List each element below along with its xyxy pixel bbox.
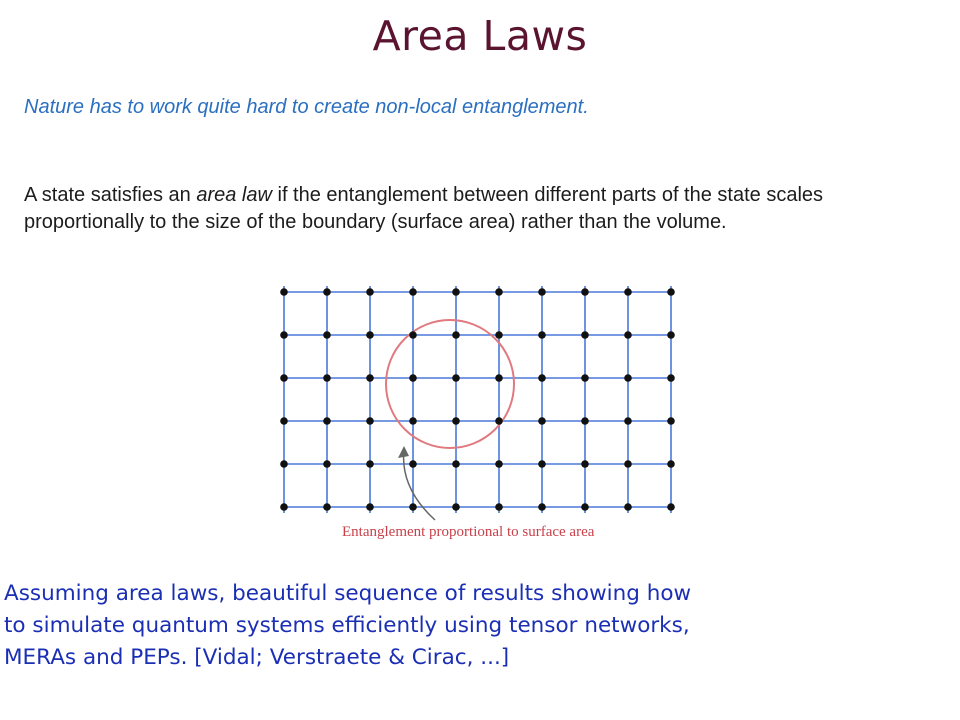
lattice-node [366, 331, 374, 339]
summary-paragraph [4, 578, 954, 674]
lattice-node [280, 417, 288, 425]
lattice-node [495, 417, 503, 425]
summary-line-3-text: MERAs and PEPs. [4, 645, 195, 670]
lattice-node [452, 460, 460, 468]
lattice-node [409, 417, 417, 425]
citation-text: [Vidal; Verstraete & Cirac, ...] [194, 645, 510, 670]
lattice-node [280, 460, 288, 468]
lattice-node [280, 503, 288, 511]
lattice-node [624, 331, 632, 339]
lattice-node [538, 288, 546, 296]
lattice-node [495, 503, 503, 511]
slide-title: Area Laws [372, 12, 588, 60]
summary-line-2: to simulate quantum systems efficiently using tensor networks, [4, 613, 690, 638]
lattice-node [366, 460, 374, 468]
lattice-node [452, 503, 460, 511]
lattice-node [581, 503, 589, 511]
lattice-node [581, 331, 589, 339]
lattice-node [624, 460, 632, 468]
lattice-node [667, 417, 675, 425]
lattice-node [409, 503, 417, 511]
lattice-node [366, 417, 374, 425]
definition-part-2: if the entanglement between different parts of the state scales proportionally to the size of the boundary (surface area) rather than the volume. [24, 184, 824, 233]
lattice-node [667, 374, 675, 382]
lattice-node [667, 288, 675, 296]
lattice-node [624, 288, 632, 296]
lattice-nodes [280, 288, 675, 511]
lattice-node [409, 460, 417, 468]
lattice-figure [270, 270, 690, 550]
entanglement-region-circle [386, 320, 514, 448]
lattice-node [581, 417, 589, 425]
lattice-node [409, 288, 417, 296]
lattice-node [452, 374, 460, 382]
lattice-node [538, 460, 546, 468]
summary-line-3 [4, 642, 954, 674]
lattice-node [409, 374, 417, 382]
lattice-node [280, 288, 288, 296]
lattice-node [366, 288, 374, 296]
lattice-node [624, 503, 632, 511]
lattice-node [495, 288, 503, 296]
lattice-node [452, 288, 460, 296]
lattice-node [323, 374, 331, 382]
lattice-node [624, 374, 632, 382]
lattice-node [581, 460, 589, 468]
summary-line-1: Assuming area laws, beautiful sequence of results showing how [4, 581, 692, 606]
lattice-node [323, 460, 331, 468]
lattice-node [323, 503, 331, 511]
lattice-node [538, 374, 546, 382]
lattice-grid-lines [284, 286, 671, 513]
lattice-node [538, 503, 546, 511]
lattice-node [538, 331, 546, 339]
definition-part-1: A state satisfies an [24, 184, 197, 206]
lattice-node [409, 331, 417, 339]
lattice-node [366, 374, 374, 382]
definition-emphasis: area law [196, 184, 272, 206]
area-law-definition [24, 182, 944, 236]
lattice-node [538, 417, 546, 425]
lattice-node [667, 503, 675, 511]
lattice-node [280, 374, 288, 382]
lattice-node [581, 288, 589, 296]
lattice-node [667, 460, 675, 468]
lattice-node [452, 331, 460, 339]
lattice-node [495, 331, 503, 339]
lattice-node [624, 417, 632, 425]
lattice-node [495, 460, 503, 468]
lattice-node [581, 374, 589, 382]
lattice-node [280, 331, 288, 339]
tagline-text: Nature has to work quite hard to create non-local entanglement. [24, 96, 589, 118]
lattice-diagram [270, 270, 690, 550]
lattice-node [495, 374, 503, 382]
lattice-node [366, 503, 374, 511]
lattice-node [452, 417, 460, 425]
lattice-node [323, 288, 331, 296]
figure-caption: Entanglement proportional to surface area [342, 524, 595, 540]
lattice-node [667, 331, 675, 339]
arrow-line [404, 450, 435, 520]
lattice-node [323, 331, 331, 339]
arrow-head-icon [398, 446, 409, 458]
lattice-node [323, 417, 331, 425]
